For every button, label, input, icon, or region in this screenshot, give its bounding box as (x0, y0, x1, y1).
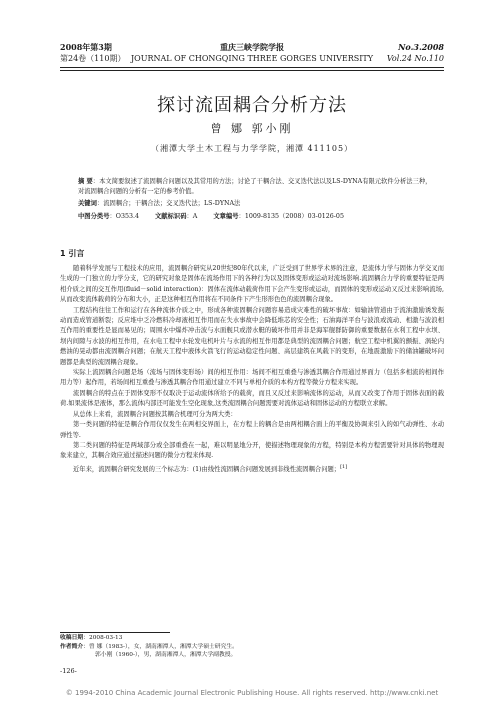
abstract (78, 177, 434, 197)
footnote-rule (60, 632, 170, 633)
paragraph: 第一类问题的特征是耦合作用仅仅发生在两相交界面上，在方程上的耦合是由两相耦合面上的平衡及协调来引入的如气动弹性、水动弹性等. (60, 421, 444, 439)
paragraph-last (60, 462, 444, 476)
paragraph: 第二类问题的特征是两域部分或全部重叠在一起，难以明显地分开，使描述物理现象的方程，特别是本构方程需要针对具体的物理现象来建立，其耦合效应通过描述问题的微分方程来体现. (60, 441, 444, 460)
volume-en: Vol.24 No.110 (386, 54, 444, 63)
paragraph-text: 近年来，流固耦合研究发展的三个标志为：(1)由线性流固耦合问题发展到非线性流固耦合问题； (73, 465, 341, 473)
footnote (60, 634, 444, 660)
author-bio-1 (60, 643, 444, 652)
clc-label: 中图分类号 (78, 213, 110, 220)
volume-cn: 第24卷（110期） (60, 54, 126, 63)
page-number: -126- (60, 667, 77, 675)
keywords-label: 关键词 (78, 200, 97, 207)
article-no-label: 文章编号 (213, 213, 239, 220)
doc-code-label: 文献标识码 (155, 213, 187, 220)
author-bio-label: 作者简介 (60, 643, 84, 650)
copyright-notice: © 1994-2010 China Academic Journal Electronic Publishing House. All rights reserved. http://www.cnki.net (65, 689, 439, 697)
author-affiliation: （湘潭大学土木工程与力学学院，湘潭 411105） (150, 144, 354, 153)
paragraph: 工程结构往往工作和运行在各种流体介质之中，形成各种流固耦合问题容易造成灾难性的破坏事故：如输油管道由于流油激励诱发振动而造成管道断裂；反应堆中乏冷燃料冷却液相互作用而在失水事故中会降低堆芯的安全性；石油海洋平台与波浪或流动、相激与波浪相互作用的重要性是显而易见的；周围水中爆炸冲击波与水面舰只或潜水艇的破坏作用并非是海军舰群防御的重要数据在水利工程中水坝、坝内间隙与水波的相互作用，在水电工程中水轮发电机叶片与水流的相互作用都是典型的流固耦合问题；航空工程中机翼的颤振、涡轮内燃油的晃动都由流固耦合问题；在航天工程中液体火箭飞行的运动稳定性问题、高层建筑在风载下的变形，在地震激励下的储油罐破坏问题都是典型的流固耦合现象。 (60, 306, 444, 366)
abstract-text: ：本文简要叙述了流固耦合问题以及其常用的方法；讨论了干耦合法、交叉迭代法以及LS-DYNA有限元软件分析法三种，对流固耦合问题的分析有一定的参考价值。 (78, 178, 432, 195)
header-rule-thin (60, 70, 444, 71)
received-value: ：2008-03-13 (83, 635, 123, 641)
paper-title: 探讨流固耦合分析方法 (157, 95, 347, 116)
abstract-label: 摘 要 (78, 178, 93, 185)
issue-number: No.3.2008 (398, 42, 444, 52)
author-bio-2: 郭小刚（1960-），男，湖南湘潭人，湘潭大学副教授。 (95, 652, 237, 659)
received-label: 收稿日期 (60, 635, 84, 641)
article-no-value: ：1009-8135（2008）03-0126-05 (238, 213, 344, 220)
paragraph: 实际上流固耦合问题是场（流场与固体变形场）间的相互作用：场间不相互重叠与渗透其耦合作用通过界面力（包括多相流的相间作用力等）起作用，若场间相互重叠与渗透其耦合作用通过建立不同与单相介质的本构方程等微分方程来实现。 (60, 369, 444, 387)
issue-cn: 2008年第3期 (60, 42, 112, 52)
paragraph: 流固耦合的特点在于固体变形不仅取决于运动流体所给予的载荷，而且又反过来影响流体的运动，从而又改变了作用于固体表面的载荷.如果流体是液体，那么流体内部还可能发生空化现象,这类流固耦合问题需要对流体运动和固体运动的方程联立求解。 (60, 389, 444, 408)
paragraph: 随着科学发展与工程技术的应用，流固耦合研究从20世纪80年代以来，广泛受到了世界学术界的注意，是流体力学与固体力学交叉而生成的一门独立的力学分支，它的研究对象是固体在流场作用下的各种行为以及固体变形或运动对流场影响.流固耦合力学的重要特征是两相介质之间的交互作用(fluid－solid interaction)：固体在流体动载荷作用下会产生变形或运动，而固体的变形或运动又反过来影响流场,从而改变流体载荷的分布和大小，正是这种相互作用将在不同条件下产生形形色色的流固耦合现象。 (60, 265, 444, 304)
paragraph: 从总体上来看，流固耦合问题按其耦合机理可分为两大类： (73, 410, 237, 418)
clc-value: ：O353.4 (109, 213, 139, 220)
paper-authors: 曾 娜 郭小刚 (210, 122, 294, 135)
journal-name-cn: 重庆三峡学院学报 (220, 42, 284, 52)
received-date (60, 634, 444, 643)
keywords (78, 199, 434, 209)
keywords-text: ：流固耦合；干耦合法；交叉迭代法；LS-DYNA法 (96, 200, 241, 207)
journal-name-en: JOURNAL OF CHONGQING THREE GORGES UNIVERSITY (130, 54, 374, 63)
header-rule-thick (60, 67, 444, 68)
body-text (60, 264, 444, 475)
classification-line (78, 211, 358, 220)
author-bio-text-1: ：曾 娜（1983-），女，湖南湘潭人，湘潭大学硕士研究生。 (83, 643, 238, 650)
doc-code-value: ：A (186, 213, 198, 220)
section-heading-intro: 1 引言 (60, 249, 85, 258)
citation-mark: [1] (340, 463, 348, 470)
